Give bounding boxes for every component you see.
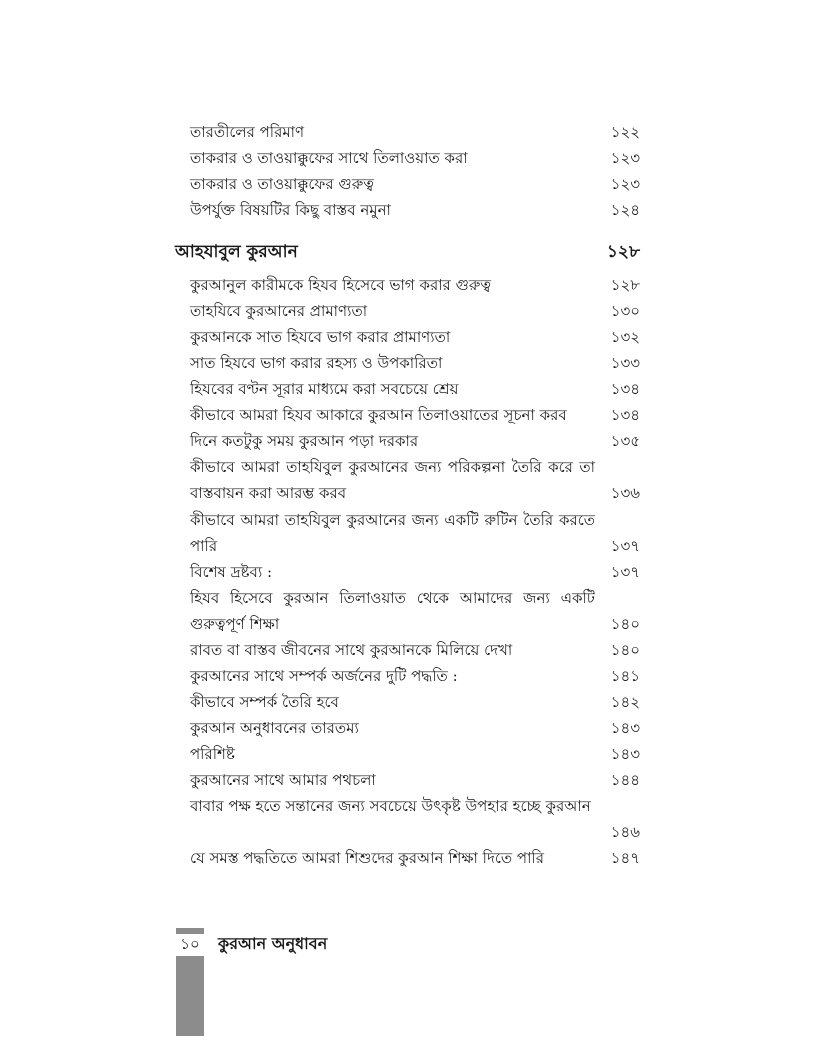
toc-entry-page: ১৩৭ <box>610 563 640 581</box>
section-page: ১২৮ <box>606 242 640 262</box>
toc-entry-page: ১৩৩ <box>610 354 640 372</box>
toc-entry-title: বাবার পক্ষ হতে সন্তানের জন্য সবচেয়ে উৎকৃষ্ট উপহার হচ্ছে কুরআন <box>190 797 591 815</box>
toc-entry-title: বিশেষ দ্রষ্টব্য : <box>190 563 273 581</box>
toc-entry-page: ১৪৪ <box>610 771 640 789</box>
toc-entry-title: রাবত বা বাস্তব জীবনের সাথে কুরআনকে মিলিয়ে দেখা <box>190 641 513 659</box>
section-title: আহযাবুল কুরআন <box>175 242 298 262</box>
toc-entry-page: ১৪৩ <box>610 745 640 763</box>
running-footer-title: কুরআন অনুধাবন <box>218 934 328 953</box>
toc-entry-page: ১২৩ <box>610 175 640 193</box>
toc-entry-title: কুরআন অনুধাবনের তারতম্য <box>190 719 359 737</box>
toc-entry-page: ১৩৭ <box>610 537 640 555</box>
toc-entry-title: যে সমস্ত পদ্ধতিতে আমরা শিশুদের কুরআন শিক্ষা দিতে পারি <box>190 849 544 867</box>
toc-entry-title: উপর্যুক্ত বিষয়টির কিছু বাস্তব নমুনা <box>190 201 391 219</box>
toc-entry-title: কুরআনের সাথে আমার পথচলা <box>190 771 376 789</box>
toc-entry-page: ১৪০ <box>610 641 640 659</box>
toc-entry-title: কুরআনকে সাত হিযবে ভাগ করার প্রামাণ্যতা <box>190 328 451 346</box>
toc-entry-page: ১৩৬ <box>610 484 640 502</box>
toc-entry-page: ১২৮ <box>610 276 640 294</box>
toc-entry-page: ১৩২ <box>610 328 640 346</box>
toc-entry-title: সাত হিযবে ভাগ করার রহস্য ও উপকারিতা <box>190 354 443 372</box>
toc-entry-page: ১২৪ <box>610 201 640 219</box>
toc-entry-title: তাকরার ও তাওয়াক্কুফের গুরুত্ব <box>190 175 374 193</box>
toc-entry <box>190 793 640 845</box>
toc-entry-page: ১৪৩ <box>610 719 640 737</box>
footer-accent-block <box>176 956 204 1036</box>
toc-entry-title: কীভাবে আমরা তাহযিবুল কুরআনের জন্য পরিকল্পনা তৈরি করে তা বাস্তবায়ন করা আরম্ভ করব <box>190 458 595 502</box>
toc-entry-page: ১৪২ <box>610 693 640 711</box>
toc-entry-page: ১৪০ <box>610 615 640 633</box>
toc-entry <box>190 507 640 559</box>
toc-entry-page: ১৪৭ <box>610 849 640 867</box>
toc-entry-title: তারতীলের পরিমাণ <box>190 123 305 141</box>
page-number: ১০ <box>180 935 200 953</box>
toc-entry-page: ১৩৫ <box>610 432 640 450</box>
toc-entry-page: ১২৩ <box>610 149 640 167</box>
toc-entry-title: কীভাবে সম্পর্ক তৈরি হবে <box>190 693 339 711</box>
toc-entry-page: ১২২ <box>610 123 640 141</box>
toc-entry-title: কীভাবে আমরা হিযব আকারে কুরআন তিলাওয়াতের সূচনা করব <box>190 406 567 424</box>
toc-entry-page: ১৪১ <box>610 667 640 685</box>
toc-entry-title: তাহযিবে কুরআনের প্রামাণ্যতা <box>190 302 368 320</box>
toc-entry-title: পরিশিষ্ট <box>190 745 235 763</box>
toc-entry-page: ১৩৪ <box>610 380 640 398</box>
toc-entry-title: হিযবের বণ্টন সূরার মাধ্যমে করা সবচেয়ে শ্রেয় <box>190 380 459 398</box>
toc-entry-title: দিনে কতটুকু সময় কুরআন পড়া দরকার <box>190 432 419 450</box>
toc-entry-page: ১৩৪ <box>610 406 640 424</box>
toc-entry-title: তাকরার ও তাওয়াক্কুফের সাথে তিলাওয়াত করা <box>190 149 468 167</box>
toc-entry-title: হিযব হিসেবে কুরআন তিলাওয়াত থেকে আমাদের জন্য একটি গুরুত্বপূর্ণ শিক্ষা <box>190 589 595 633</box>
toc-entry <box>190 454 640 506</box>
toc-entry-title: কুরআনুল কারীমকে হিযব হিসেবে ভাগ করার গুরুত্ব <box>190 276 492 294</box>
toc-entry <box>190 585 640 637</box>
toc-entry-page: ১৪৬ <box>610 823 640 841</box>
toc-entry-title: কীভাবে আমরা তাহযিবুল কুরআনের জন্য একটি রুটিন তৈরি করতে পারি <box>190 511 595 555</box>
toc-entry-page: ১৩০ <box>610 302 640 320</box>
toc-entry-title: কুরআনের সাথে সম্পর্ক অর্জনের দুটি পদ্ধতি : <box>190 667 458 685</box>
